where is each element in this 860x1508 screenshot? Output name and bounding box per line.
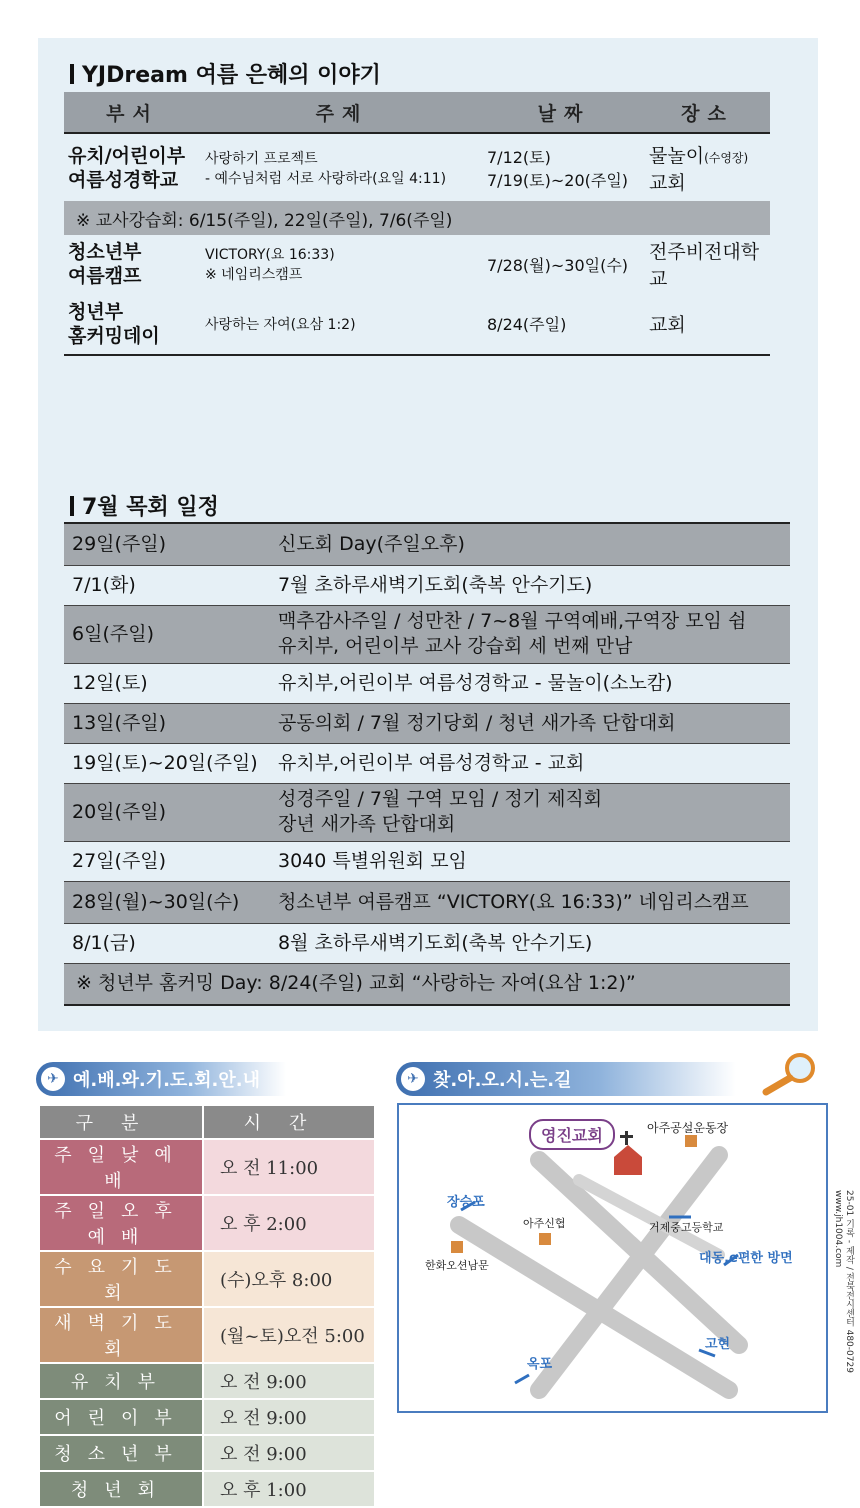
worship-ribbon: ✈ 예.배.와.기.도.회.안.내 xyxy=(36,1062,286,1096)
worship-row: 어린이부 오 전 9:00 xyxy=(39,1399,375,1435)
summer-table xyxy=(64,92,770,356)
header-topic: 주제 xyxy=(201,92,483,133)
header-dept: 부서 xyxy=(64,92,201,133)
schedule-row: 19일(토)~20일(주일) 유치부,어린이부 여름성경학교 - 교회 xyxy=(64,743,790,783)
worship-row: 새벽기도회 (월~토)오전 5:00 xyxy=(39,1307,375,1363)
church-label: 영진교회 xyxy=(529,1119,615,1150)
okpo-label: 옥포 xyxy=(527,1357,553,1372)
schedule-table xyxy=(64,522,790,1006)
schedule-row: 29일(주일) 신도회 Day(주일오후) xyxy=(64,523,790,565)
worship-table xyxy=(38,1104,376,1508)
schedule-row: 27일(주일) 3040 특별위원회 모임 xyxy=(64,841,790,881)
summer-section-title: YJDream 여름 은혜의 이야기 xyxy=(70,58,381,89)
worship-row: 청소년부 오 전 9:00 xyxy=(39,1435,375,1471)
geoje-school-label: 거제중고등학교 xyxy=(649,1221,724,1234)
schedule-section-title: 7월 목회 일정 xyxy=(70,490,219,521)
schedule-row: 20일(주일) 성경주일 / 7월 구역 모임 / 정기 제직회 장년 새가족 단합대회 xyxy=(64,783,790,841)
worship-row: 주일오후예배 오 후 2:00 xyxy=(39,1195,375,1251)
hanwha-label: 한화오션남문 xyxy=(425,1259,489,1272)
worship-row: 주일낮예배 오 전 11:00 xyxy=(39,1139,375,1195)
header-date: 날짜 xyxy=(483,92,645,133)
schedule-row: 28일(월)~30일(수) 청소년부 여름캠프 “VICTORY(요 16:33)” 네임리스캠프 xyxy=(64,881,790,923)
homecoming-note-row: ※ 청년부 홈커밍 Day: 8/24(주일) 교회 “사랑하는 자여(요삼 1:2)” xyxy=(64,963,790,1005)
directions-map xyxy=(397,1103,828,1413)
table-row: 유치/어린이부 여름성경학교 사랑하기 프로젝트 - 예수님처럼 서로 사랑하라(요일 4:11) 7/12(토) 7/19(토)~20(주일) 물놀이(수영장) 교회 xyxy=(68,144,749,194)
daedong-label: 대동,e편한 방면 xyxy=(699,1251,793,1266)
schedule-row: 12일(토) 유치부,어린이부 여름성경학교 - 물놀이(소노캄) xyxy=(64,663,790,703)
jangseungpo-label: 장승포 xyxy=(447,1195,485,1210)
title-bar xyxy=(70,64,74,84)
schedule-row: 6일(주일) 맥추감사주일 / 성만찬 / 7~8월 구역예배,구역장 모임 쉼 유치부, 어린이부 교사 강습회 세 번째 만남 xyxy=(64,605,790,663)
worship-row: 청년회 오 후 1:00 xyxy=(39,1471,375,1507)
title-bar xyxy=(70,496,74,516)
worship-header-time: 시간 xyxy=(203,1105,375,1139)
dove-icon: ✈ xyxy=(401,1067,425,1091)
schedule-row: 8/1(금) 8월 초하루새벽기도회(축복 안수기도) xyxy=(64,923,790,963)
directions-ribbon: ✈ 찾.아.오.시.는.길 xyxy=(396,1062,736,1096)
table-row: 청년부 홈커밍데이 사랑하는 자여(요삼 1:2) 8/24(주일) 교회 xyxy=(64,293,770,355)
worship-row: 수요기도회 (수)오후 8:00 xyxy=(39,1251,375,1307)
worship-row: 유치부 오 전 9:00 xyxy=(39,1363,375,1399)
ajushinhyup-label: 아주신협 xyxy=(523,1217,566,1230)
header-place: 장소 xyxy=(645,92,770,133)
dove-icon: ✈ xyxy=(41,1067,65,1091)
magnifier-icon xyxy=(760,1052,822,1098)
schedule-row: 7/1(화) 7월 초하루새벽기도회(축복 안수기도) xyxy=(64,565,790,605)
gohyeon-label: 고현 xyxy=(705,1337,731,1352)
table-row: 청소년부 여름캠프 VICTORY(요 16:33) ※ 네임리스캠프 7/28(월)~30일(수) 전주비전대학교 xyxy=(68,241,760,290)
side-credit: 25-01 기록 - 제작 / 전북전시센터 480-0729 www.jh1004.com xyxy=(833,1190,854,1373)
worship-header-kind: 구분 xyxy=(39,1105,203,1139)
teacher-note-row: ※ 교사강습회: 6/15(주일), 22일(주일), 7/6(주일) xyxy=(64,201,770,235)
schedule-row: 13일(주일) 공동의회 / 7월 정기당회 / 청년 새가족 단합대회 xyxy=(64,703,790,743)
stadium-label: 아주공설운동장 xyxy=(647,1121,729,1135)
